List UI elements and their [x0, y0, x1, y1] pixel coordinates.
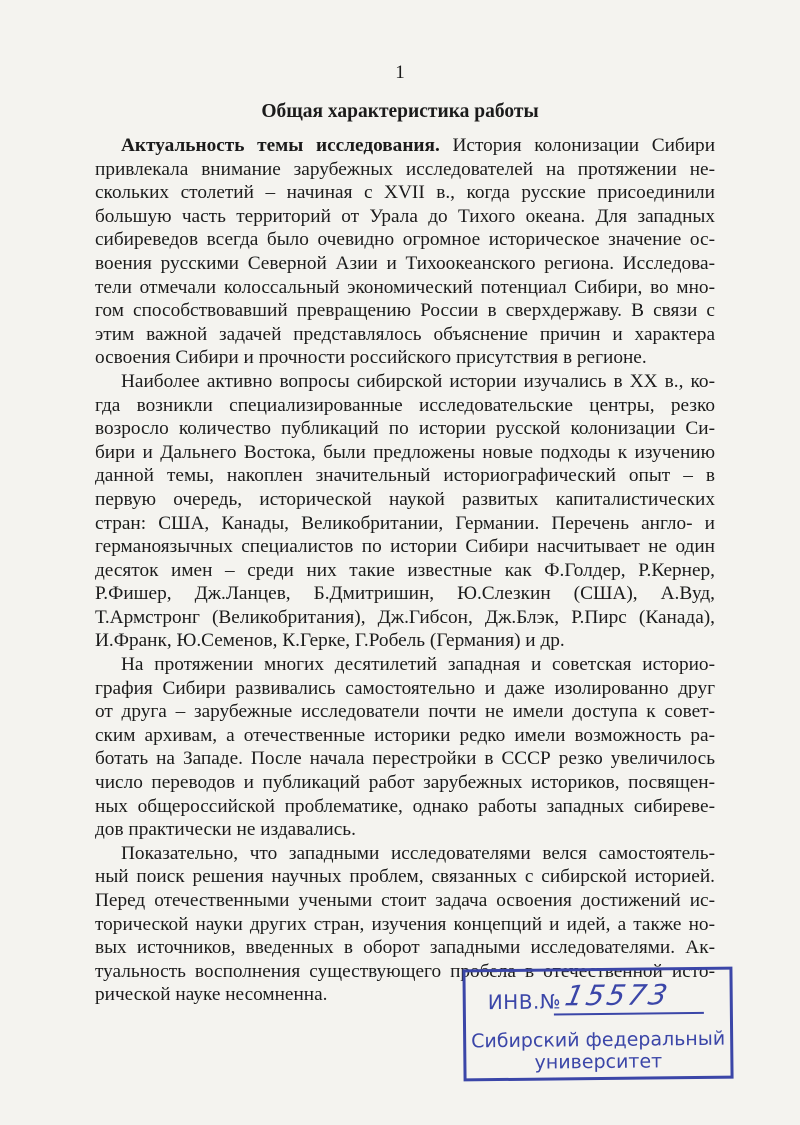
line-text: Т.Армстронг (Великобритания), Дж.Гибсон, Дж.Блэк, Р.Пирс (Канада),: [95, 606, 715, 628]
line-text: И.Франк, Ю.Семенов, К.Герке, Г.Робель (Германия) и др.: [95, 630, 565, 652]
line-text: ботать на Западе. После начала перестройки в СССР резко увеличилось: [95, 748, 715, 770]
text-line: [95, 865, 715, 889]
stamp-inventory-number: 15573: [562, 978, 674, 1013]
text-line: [95, 889, 715, 913]
line-text: дов практически не издавались.: [95, 819, 356, 841]
stamp-organization-line-1: Сибирский федеральный: [471, 1027, 726, 1053]
paragraph: [95, 134, 715, 370]
paragraph: [95, 370, 715, 653]
text-line: [95, 512, 715, 536]
line-text: рической науке несомненна.: [95, 984, 328, 1006]
text-line: [95, 181, 715, 205]
line-text: стран: США, Канады, Великобритании, Германии. Перечень англо- и: [95, 512, 715, 534]
text-line: [95, 370, 715, 394]
text-line: [95, 228, 715, 252]
line-text: торической науки других стран, изучения концепций и идей, а также но-: [95, 913, 715, 935]
line-text: германоязычных специалистов по истории Сибири насчитывает не один: [95, 536, 715, 558]
text-line: [95, 629, 715, 653]
text-line: [95, 559, 715, 583]
text-line: [95, 346, 715, 370]
line-text: Р.Фишер, Дж.Ланцев, Б.Дмитришин, Ю.Слезкин (США), А.Вуд,: [95, 583, 715, 605]
line-text: ный поиск решения научных проблем, связанных с сибирской историей.: [95, 866, 715, 888]
body-text: [95, 134, 715, 1007]
text-line: [95, 299, 715, 323]
text-line: [95, 582, 715, 606]
stamp-inventory-label: ИНВ.№: [487, 989, 562, 1015]
stamp-organization-line-2: университет: [534, 1050, 663, 1074]
text-line: [95, 134, 715, 158]
line-text: от друга – зарубежные исследователи почти не имели доступа к совет-: [95, 701, 715, 723]
section-heading: Общая характеристика работы: [261, 101, 539, 122]
text-line: [95, 747, 715, 771]
text-line: [95, 205, 715, 229]
line-text: гом способствовавший превращению России в сверхдержаву. В связи с: [95, 300, 715, 322]
text-line: [95, 700, 715, 724]
line-text: десяток имен – среди них такие известные как Ф.Голдер, Р.Кернер,: [95, 559, 715, 581]
line-text: возросло количество публикаций по истории русской колонизации Си-: [95, 418, 715, 440]
line-text: графия Сибири развивались самостоятельно и даже изолированно друг: [95, 677, 715, 699]
line-text: Перед отечественными учеными стоит задача освоения достижений ис-: [95, 890, 715, 911]
line-text: ных общероссийской проблематике, однако работы западных сибиреве-: [95, 795, 715, 817]
line-text: История колонизации Сибири: [439, 135, 716, 156]
line-text: этим важной задачей представлялось объяснение причин и характера: [95, 323, 715, 345]
line-text: Наиболее активно вопросы сибирской истории изучались в XX в., ко-: [121, 370, 715, 392]
text-line: [95, 488, 715, 512]
line-text: ским архивам, а отечественные историки редко имели возможность ра-: [95, 724, 715, 746]
text-line: [95, 158, 715, 182]
text-line: [95, 252, 715, 276]
text-line: [95, 535, 715, 559]
text-line: [95, 842, 715, 866]
text-line: [95, 913, 715, 937]
line-text: бири и Дальнего Востока, были предложены новые подходы к изучению: [95, 441, 715, 463]
stamp-underline: [554, 1012, 704, 1016]
text-line: [95, 653, 715, 677]
text-line: [95, 441, 715, 465]
line-text: число переводов и публикаций работ зарубежных историков, посвящен-: [95, 772, 715, 794]
text-line: [95, 417, 715, 441]
line-text: воения русскими Северной Азии и Тихоокеанского региона. Исследова-: [95, 252, 715, 274]
line-text: туальность восполнения существующего пробела в отечественной исто-: [95, 960, 715, 982]
line-text: большую часть территорий от Урала до Тихого океана. Для западных: [95, 205, 715, 227]
line-text: освоения Сибири и прочности российского присутствия в регионе.: [95, 347, 647, 369]
line-text: сибиреведов всегда было очевидно огромное историческое значение ос-: [95, 229, 715, 251]
line-text: скольких столетий – начиная с XVII в., когда русские присоединили: [95, 182, 715, 204]
text-line: [95, 818, 715, 842]
text-line: [95, 606, 715, 630]
line-text: привлекала внимание зарубежных исследователей на протяжении не-: [95, 158, 715, 180]
text-line: [95, 677, 715, 701]
text-line: [95, 276, 715, 300]
text-line: [95, 795, 715, 819]
line-text: данной темы, накоплен значительный историографический опыт – в: [95, 465, 715, 487]
line-text: тели отмечали колоссальный экономический потенциал Сибири, во мно-: [95, 276, 715, 298]
text-line: [95, 464, 715, 488]
text-line: [95, 936, 715, 960]
page-number: 1: [395, 62, 405, 83]
line-text: гда возникли специализированные исследовательские центры, резко: [95, 394, 715, 416]
line-text: Показательно, что западными исследователями велся самостоятель-: [121, 842, 715, 864]
text-line: [95, 394, 715, 418]
line-text: вых источников, введенных в оборот западными исследователями. Ак-: [95, 937, 715, 959]
inventory-stamp: [462, 967, 733, 1082]
text-line: [95, 771, 715, 795]
paragraph: [95, 653, 715, 842]
line-text: На протяжении многих десятилетий западная и советская историо-: [121, 654, 715, 676]
paragraph-lead: Актуальность темы исследования.: [121, 135, 440, 156]
text-line: [95, 323, 715, 347]
line-text: первую очередь, исторической наукой развитых капиталистических: [95, 488, 715, 510]
text-line: [95, 724, 715, 748]
